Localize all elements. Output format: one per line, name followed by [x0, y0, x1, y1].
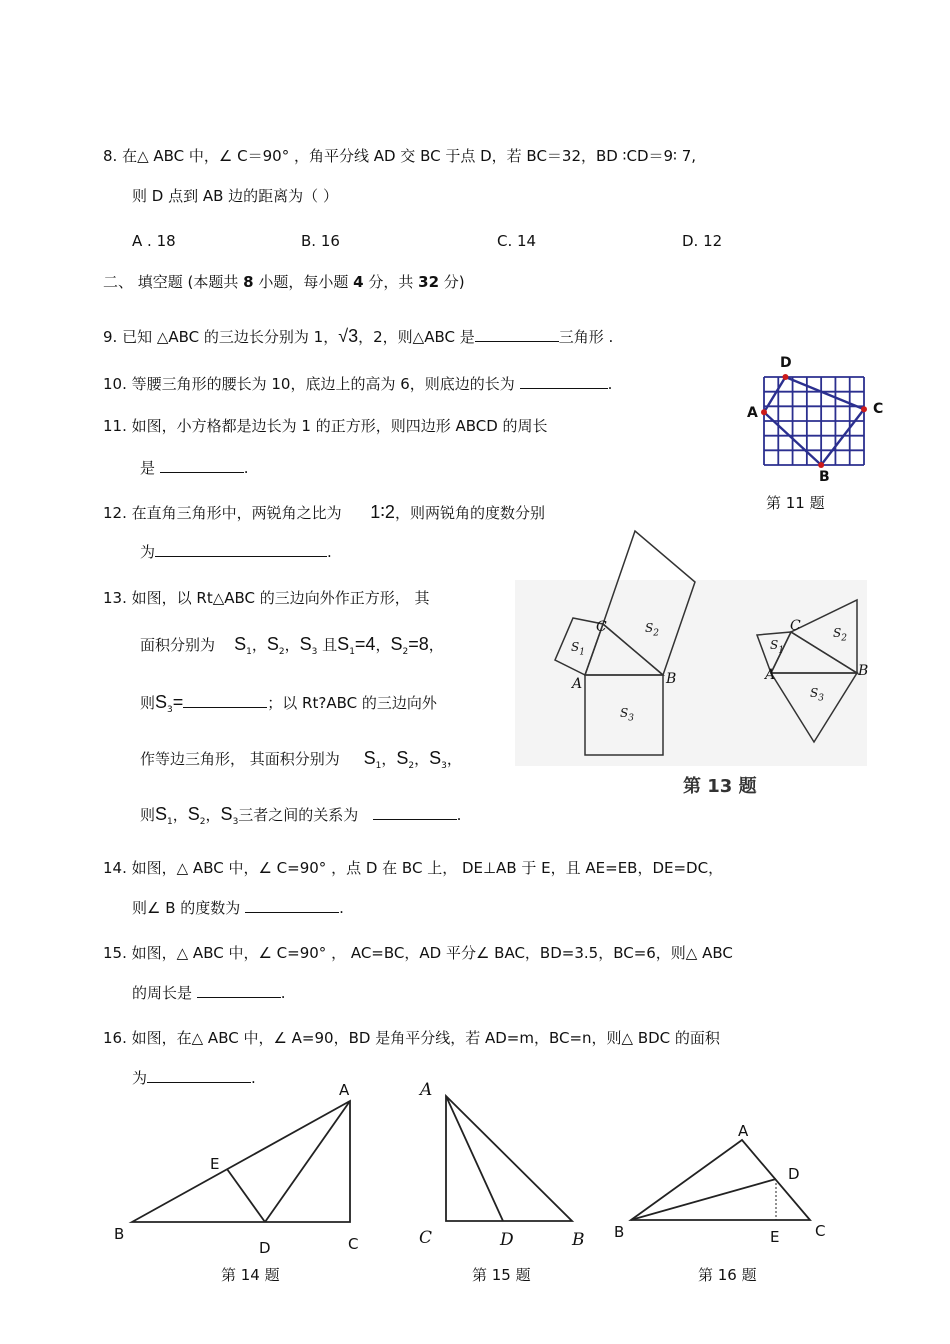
- q13-fig-c-right: C: [790, 618, 801, 634]
- q14-line1: 14. 如图，△ ABC 中，∠ C=90° ，点 D 在 BC 上， DE⊥AB 于 E，且 AE=EB，DE=DC，: [103, 859, 724, 877]
- q16-line1: 16. 如图，在△ ABC 中，∠ A=90，BD 是角平分线，若 AD=m，BC=n，则△ BDC 的面积: [103, 1029, 720, 1047]
- sqrt3: √3: [338, 326, 359, 346]
- q13-fig-s3-right: $S_3$: [810, 686, 824, 704]
- q12-line2: 为 .: [140, 543, 332, 561]
- q8-option-a: A . 18: [132, 232, 176, 250]
- q11-label-a: A: [747, 405, 758, 421]
- q13-fig-s1-left: $S_1$: [571, 640, 585, 658]
- q14-label-d: D: [259, 1239, 271, 1257]
- q16-caption: 第 16 题: [698, 1266, 757, 1284]
- q11-grid-figure: [764, 377, 864, 477]
- q13-blank-1[interactable]: [183, 693, 267, 708]
- q13-line2: 面积分别为 $S_1$，$S_2$，$S_3$ 且$S_1=4$，$S_2=8$，: [140, 634, 444, 657]
- q15-line2: 的周长是 .: [132, 984, 286, 1002]
- q11-label-c: C: [873, 401, 884, 417]
- q13-fig-s1-right: $S_1$: [770, 638, 784, 656]
- q13-line3: 则$S_3=$ ；以 Rt?ABC 的三边向外: [140, 692, 437, 715]
- q10-blank[interactable]: [520, 374, 608, 389]
- q8-option-d: D. 12: [682, 232, 723, 250]
- q13-line5: 则$S_1$，$S_2$，$S_3$三者之间的关系为 .: [140, 804, 462, 827]
- q15-caption: 第 15 题: [472, 1266, 531, 1284]
- q13-fig-a-left: A: [572, 676, 583, 692]
- q16-line2: 为 .: [132, 1069, 256, 1087]
- q13-fig-b-left: B: [666, 671, 677, 687]
- q13-fig-c-left: C: [596, 619, 607, 635]
- q16-label-b: B: [614, 1223, 625, 1241]
- q15-label-a: A: [420, 1080, 433, 1100]
- q11-blank[interactable]: [160, 458, 244, 473]
- q14-figure: [128, 1098, 368, 1228]
- q14-label-c: C: [348, 1235, 359, 1253]
- point-c: [861, 406, 867, 412]
- q13-fig-s2-right: $S_2$: [833, 626, 847, 644]
- q13-line1: 13. 如图，以 Rt△ABC 的三边向外作正方形， 其: [103, 589, 430, 607]
- q15-line1: 15. 如图，△ ABC 中，∠ C=90° ， AC=BC，AD 平分∠ BAC，BD=3.5，BC=6，则△ ABC: [103, 944, 733, 962]
- point-d: [782, 374, 788, 380]
- q14-line2: 则∠ B 的度数为 .: [132, 899, 344, 917]
- q13-fig-b-right: B: [858, 663, 869, 679]
- q12-line1: 12. 在直角三角形中，两锐角之比为 1∶2，则两锐角的度数分别: [103, 502, 545, 522]
- q9-blank[interactable]: [475, 327, 559, 342]
- q16-label-a: A: [738, 1122, 749, 1140]
- q11-caption: 第 11 题: [766, 494, 825, 512]
- q13-line4: 作等边三角形， 其面积分别为 $S_1$，$S_2$，$S_3$，: [140, 748, 462, 771]
- point-b: [818, 462, 824, 468]
- q12-blank[interactable]: [155, 542, 327, 557]
- q9-line: 9. 已知 △ABC 的三边长分别为 1，√3，2，则△ABC 是 三角形 .: [103, 326, 614, 346]
- q14-caption: 第 14 题: [221, 1266, 280, 1284]
- q11-line2: 是 .: [140, 459, 249, 477]
- q8-line1: 8. 在△ ABC 中，∠ C＝90° ，角平分线 AD 交 BC 于点 D，若 BC＝32，BD ∶CD＝9∶ 7,: [103, 147, 697, 165]
- q15-label-c: C: [419, 1228, 433, 1248]
- q15-label-b: B: [572, 1230, 585, 1250]
- q15-figure: [440, 1092, 580, 1222]
- q13-fig-a-right: A: [765, 667, 776, 683]
- q16-label-c: C: [815, 1222, 826, 1240]
- q14-label-a: A: [339, 1081, 350, 1099]
- q8-option-b: B. 16: [301, 232, 340, 250]
- q11-label-d: D: [780, 355, 792, 371]
- q13-figure: [515, 580, 867, 766]
- q8-line2: 则 D 点到 AB 边的距离为（ ）: [132, 187, 338, 205]
- q14-blank[interactable]: [245, 898, 339, 913]
- q11-label-b: B: [819, 469, 830, 485]
- q13-caption: 第 13 题: [683, 776, 757, 797]
- q15-blank[interactable]: [197, 983, 281, 998]
- q10-line: 10. 等腰三角形的腰长为 10，底边上的高为 6，则底边的长为 .: [103, 375, 613, 393]
- q15-label-d: D: [500, 1230, 514, 1250]
- q13-fig-s2-left: $S_2$: [645, 621, 659, 639]
- q16-label-d: D: [788, 1165, 800, 1183]
- q16-label-e: E: [770, 1228, 780, 1246]
- q8-option-c: C. 14: [497, 232, 537, 250]
- q13-fig-s3-left: $S_3$: [620, 706, 634, 724]
- section-heading: 二、 填空题 (本题共 8 小题，每小题 4 分，共 32 分): [103, 273, 465, 291]
- q16-blank[interactable]: [147, 1068, 251, 1083]
- q11-line1: 11. 如图，小方格都是边长为 1 的正方形，则四边形 ABCD 的周长: [103, 417, 548, 435]
- q13-blank-2[interactable]: [373, 805, 457, 820]
- point-a: [761, 409, 767, 415]
- q14-label-e: E: [210, 1155, 220, 1173]
- q14-label-b: B: [114, 1225, 125, 1243]
